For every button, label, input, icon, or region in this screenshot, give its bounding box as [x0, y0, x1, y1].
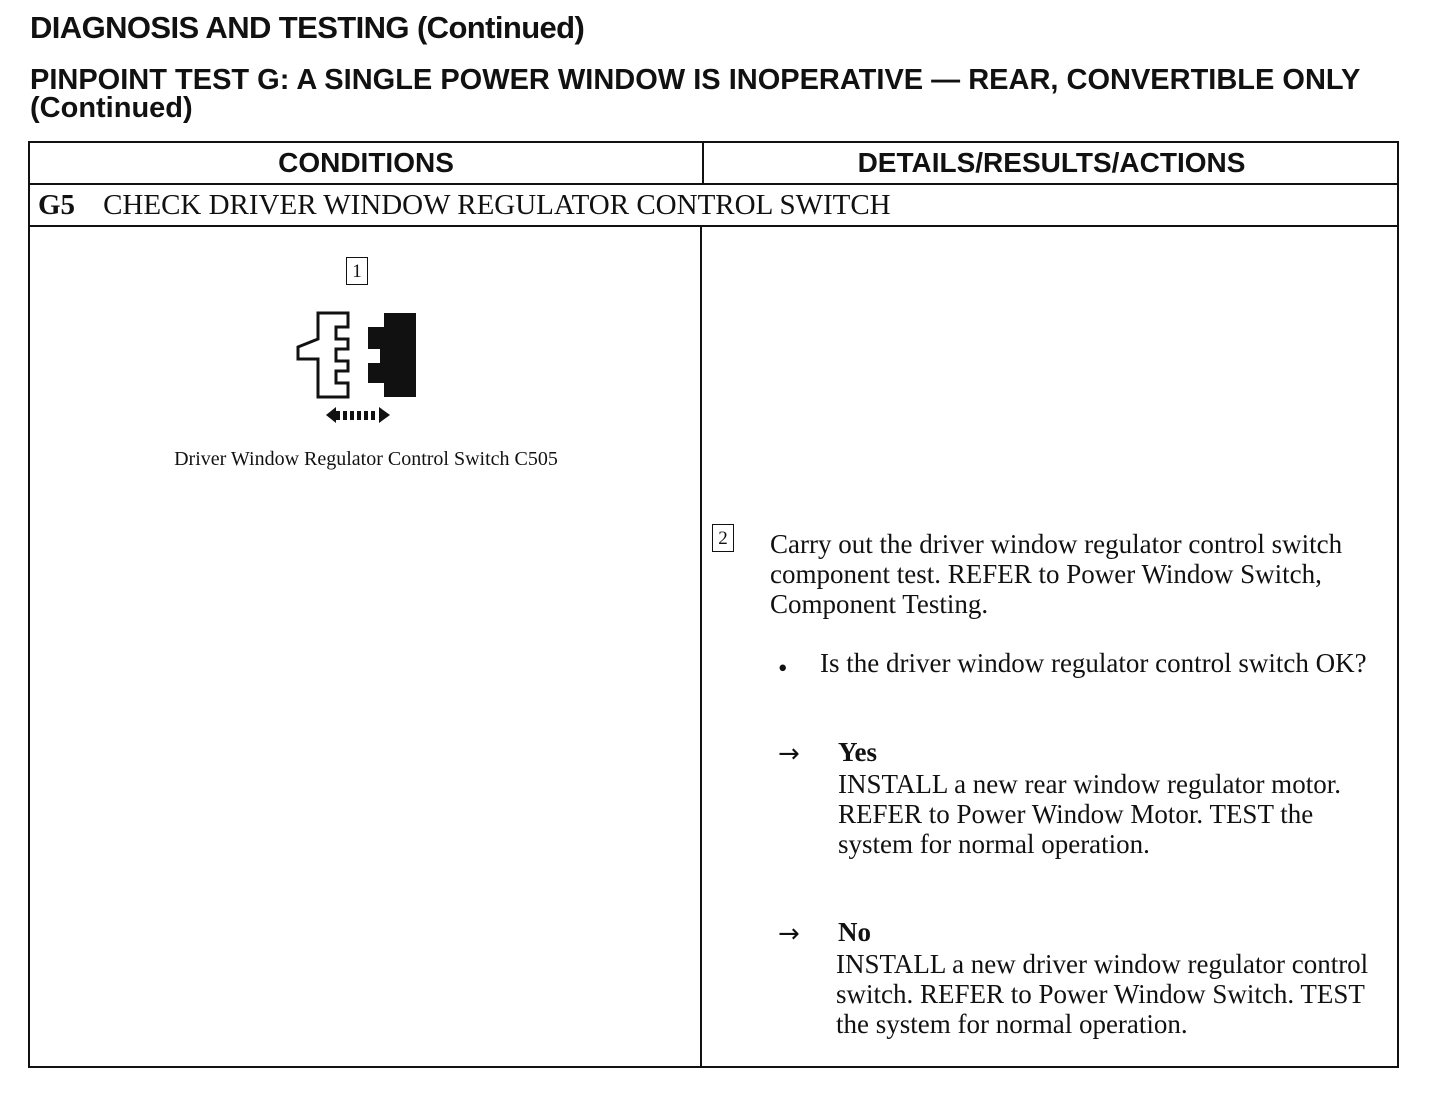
pinpoint-test-table	[28, 141, 1399, 1068]
connector-figure	[290, 257, 430, 432]
no-label: No	[838, 917, 871, 947]
no-action: INSTALL a new driver window regulator control switch. REFER to Power Window Switch. TEST the system for normal operation.	[836, 949, 1369, 1039]
no-arrow-icon: →	[778, 919, 800, 949]
column-divider-body	[700, 225, 702, 1066]
step-number-box-2: 2	[712, 524, 734, 552]
section-title: DIAGNOSIS AND TESTING (Continued)	[30, 10, 585, 45]
pinpoint-test-title: PINPOINT TEST G: A SINGLE POWER WINDOW IS INOPERATIVE — REAR, CONVERTIBLE ONLY (Continued)	[30, 64, 1360, 124]
step-number-box-1: 1	[346, 257, 368, 285]
step-row-divider	[30, 225, 1397, 227]
yes-action: INSTALL a new rear window regulator motor. REFER to Power Window Motor. TEST the system for normal operation.	[838, 769, 1341, 859]
step-title: CHECK DRIVER WINDOW REGULATOR CONTROL SWITCH	[103, 189, 891, 221]
connector-caption: Driver Window Regulator Control Switch C505	[174, 448, 558, 470]
question-bullet: •	[778, 653, 788, 683]
details-column-header: DETAILS/RESULTS/ACTIONS	[857, 147, 1246, 178]
conditions-column-header: CONDITIONS	[278, 147, 454, 178]
step-row	[38, 185, 891, 225]
test-question: Is the driver window regulator control switch OK?	[820, 648, 1367, 678]
yes-arrow-icon: →	[778, 739, 800, 769]
connector-disconnect-icon	[290, 291, 430, 431]
yes-label: Yes	[838, 737, 877, 767]
step-code: G5	[38, 189, 76, 221]
test-instruction: Carry out the driver window regulator control switch component test. REFER to Power Window Switch, Component Testing.	[770, 529, 1343, 619]
